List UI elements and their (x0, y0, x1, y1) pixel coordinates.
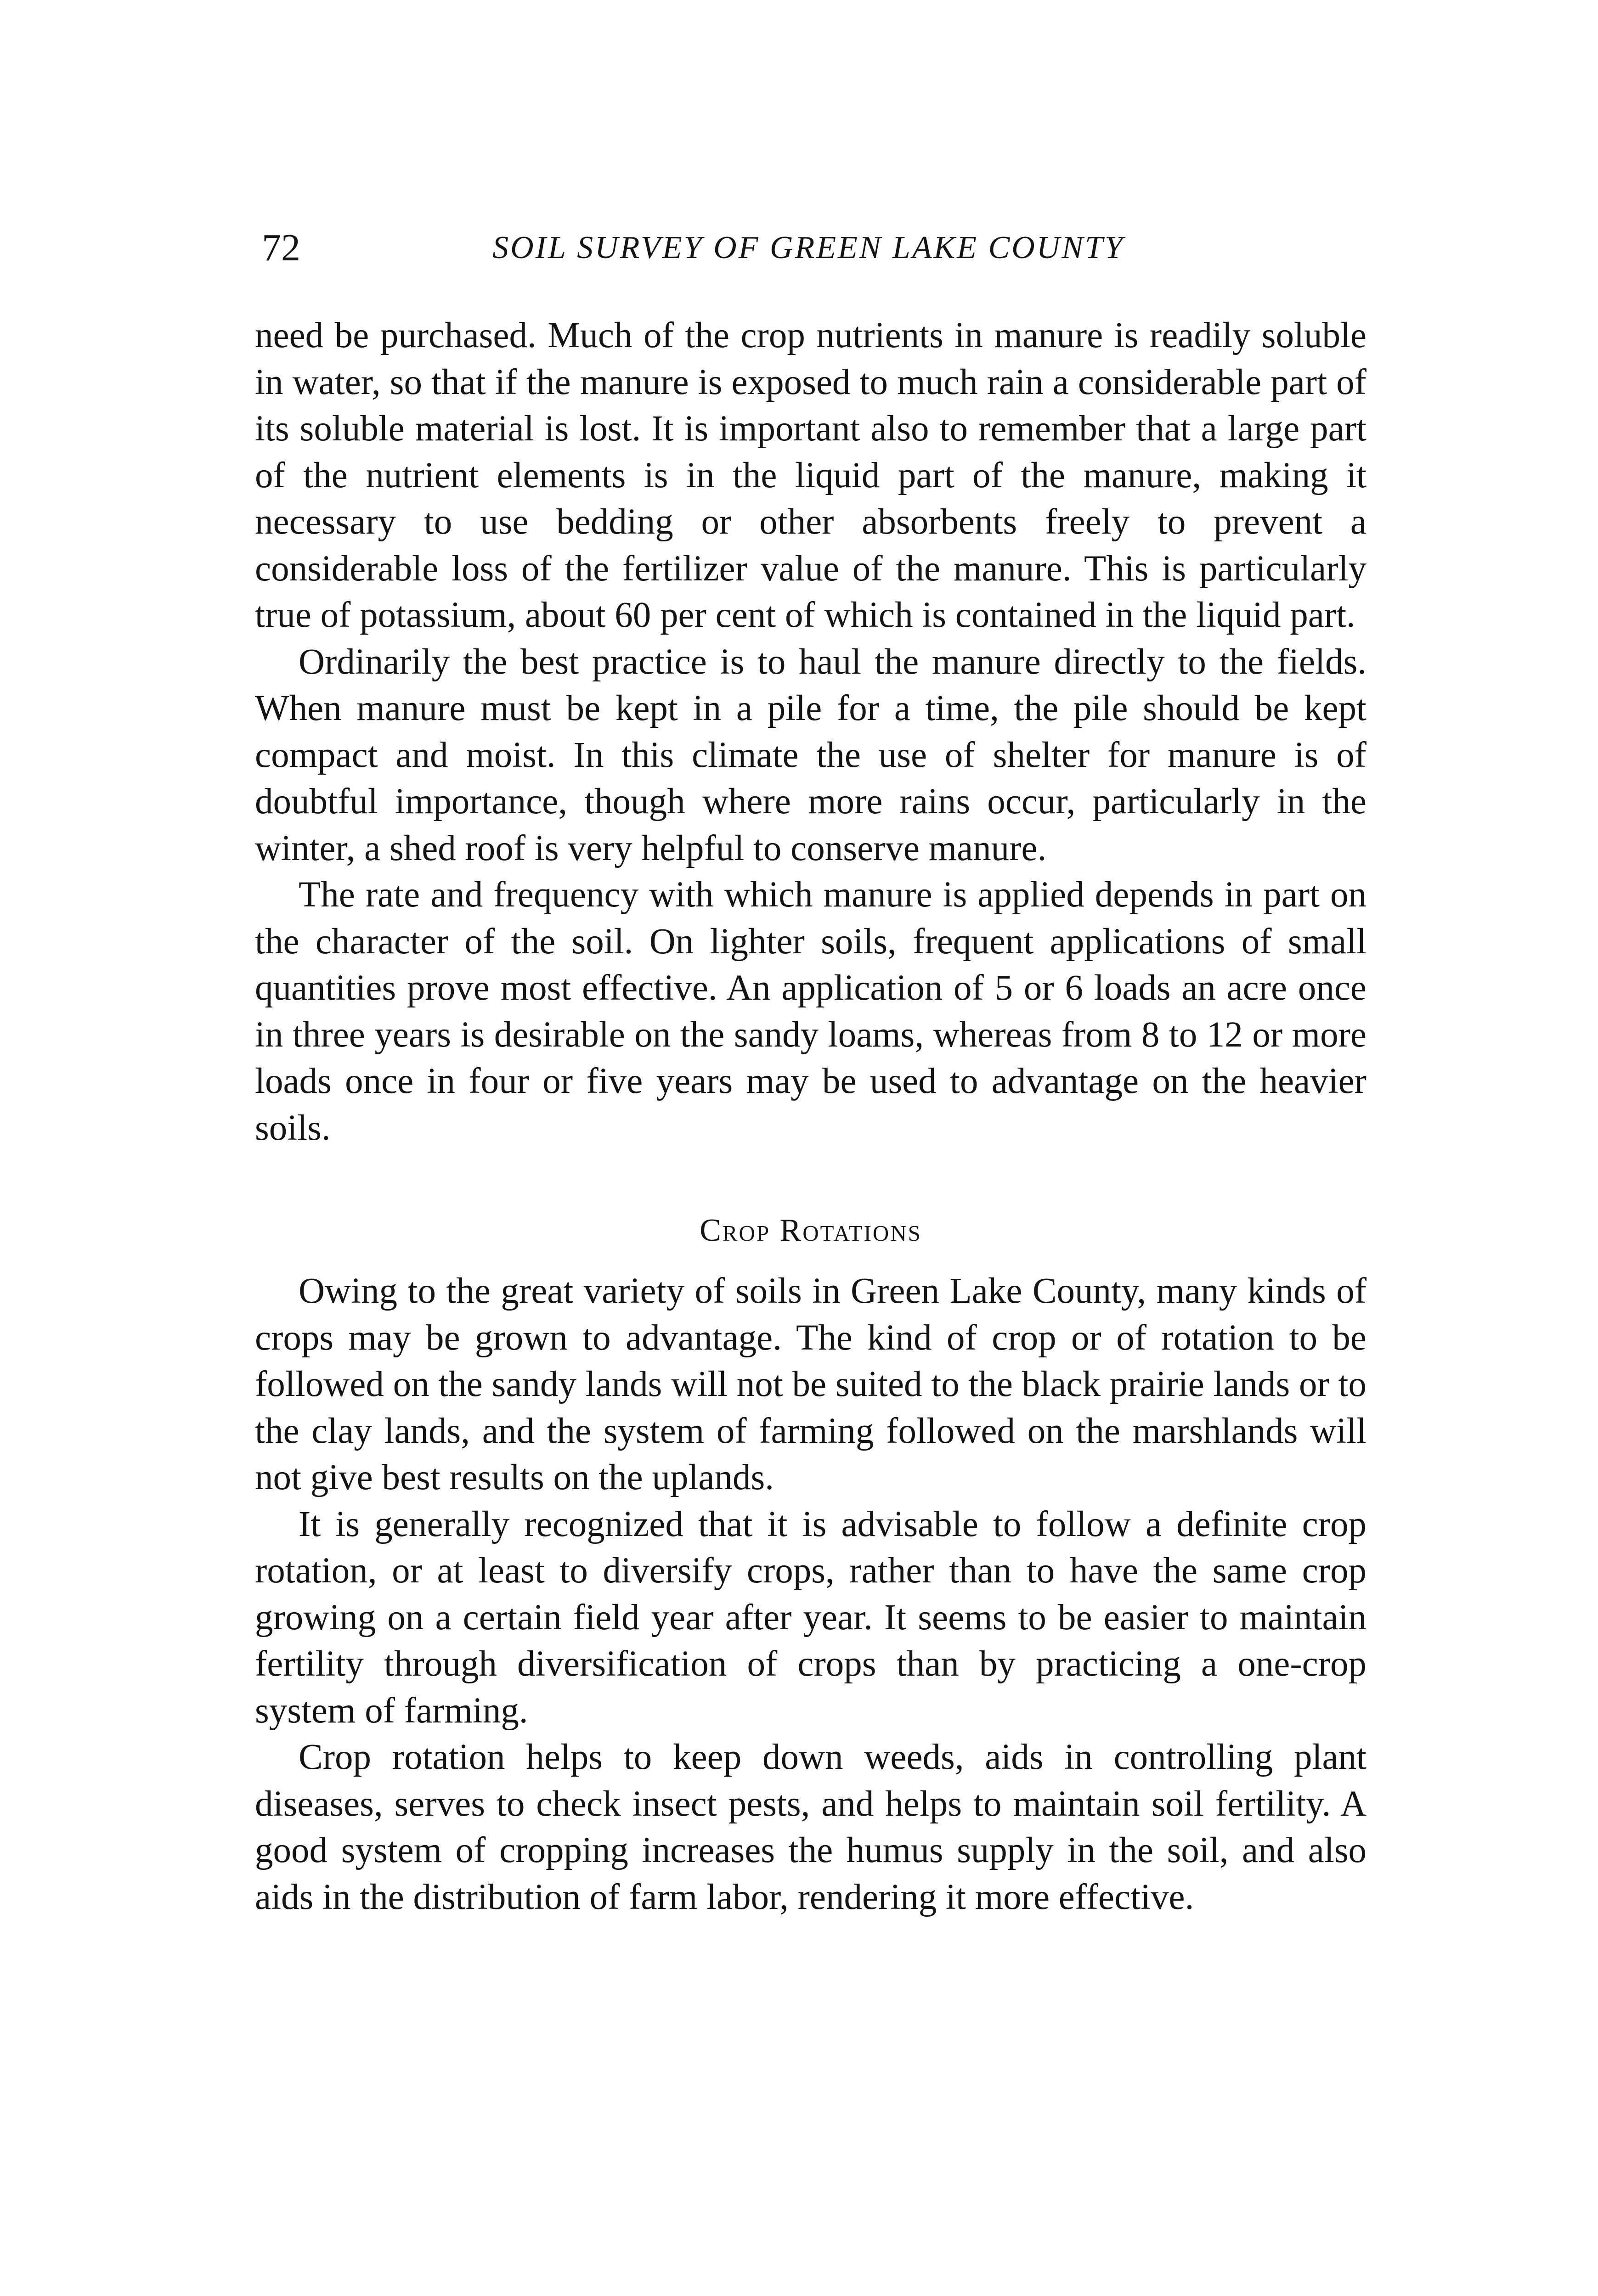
paragraph-soil-variety: Owing to the great variety of soils in Green Lake County, many kinds of crops may be grown to advantage. The kind of crop or of rotation to be followed on the sandy lands will not be suited to the black prairie lands or to the clay lands, and the system of farming followed on the marshlands will not give best results on the uplands. (255, 1271, 1366, 1497)
page-body (255, 312, 1366, 1920)
paragraph-manure-hauling: Ordinarily the best practice is to haul the manure directly to the fields. When manure must be kept in a pile for a time, the pile should be kept compact and moist. In this climate the use of shelter for manure is of doubtful importance, though where more rains occur, particularly in the winter, a shed roof is very helpful to conserve manure. (255, 642, 1366, 868)
section-heading: Crop Rotations (700, 1213, 922, 1248)
running-head: SOIL SURVEY OF GREEN LAKE COUNTY (492, 230, 1124, 265)
paragraph-rotation-benefits: Crop rotation helps to keep down weeds, aids in controlling plant diseases, serves to check insect pests, and helps to maintain soil fertility. A good system of cropping increases the humus supply in the soil, and also aids in the distribution of farm labor, rendering it more effective. (255, 1737, 1366, 1917)
page-header (262, 220, 1199, 276)
paragraph-manure-rate: The rate and frequency with which manure is applied depends in part on the character of the soil. On lighter soils, frequent applications of small quantities prove most effective. An application of 5 or 6 loads an acre once in three years is desirable on the sandy loams, whereas from 8 to 12 or more loads once in four or five years may be used to advantage on the heavier soils. (255, 875, 1366, 1148)
page-number: 72 (262, 226, 300, 269)
paragraph-rotation-advisable: It is generally recognized that it is advisable to follow a definite crop rotation, or at least to diversify crops, rather than to have the same crop growing on a certain field year after year. It seems to be easier to maintain fertility through diversification of crops than by practicing a one-crop system of farming. (255, 1504, 1366, 1731)
paragraph-manure-nutrients: need be purchased. Much of the crop nutrients in manure is readily soluble in water, so that if the manure is exposed to much rain a considerable part of its soluble material is lost. It is important also to remember that a large part of the nutrient elements is in the liquid part of the manure, making it necessary to use bedding or other absorbents freely to prevent a considerable loss of the fertilizer value of the manure. This is particularly true of potassium, about 60 per cent of which is contained in the liquid part. (255, 315, 1366, 635)
